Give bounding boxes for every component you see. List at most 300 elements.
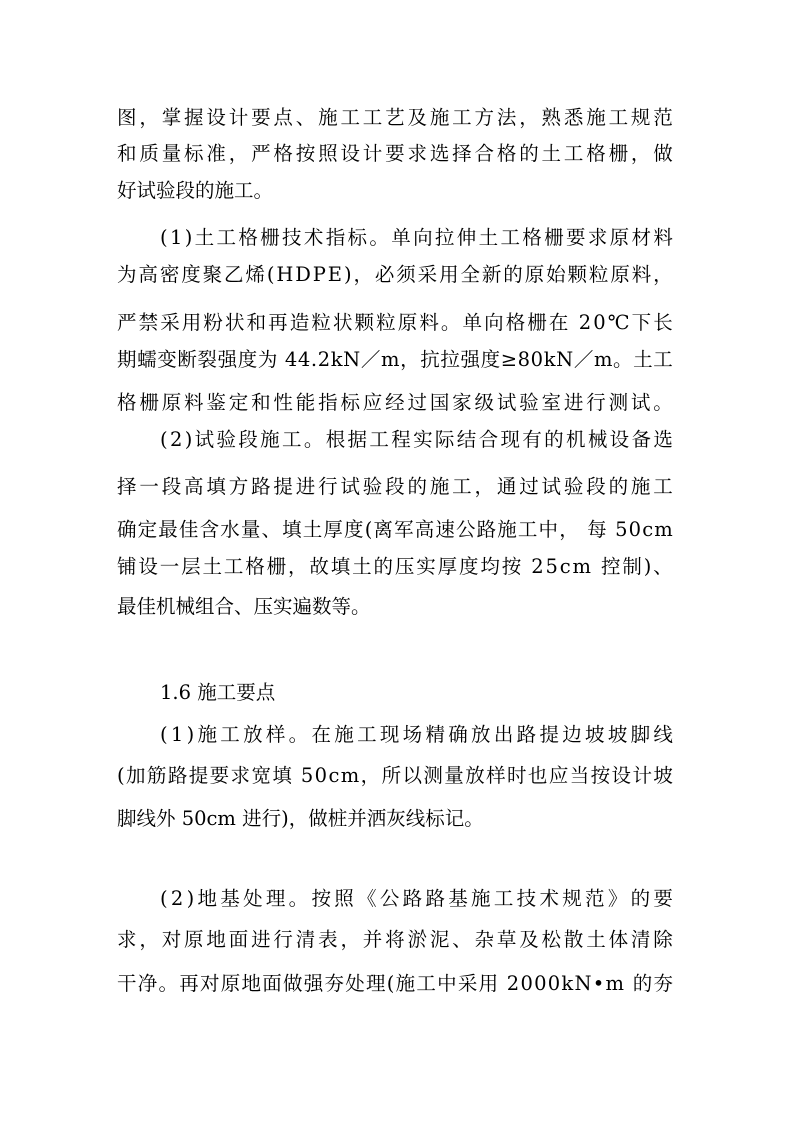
glyph: 原 (397, 311, 418, 334)
glyph: 熟 (541, 106, 562, 129)
glyph: 量 (161, 142, 182, 165)
glyph: 计 (632, 764, 652, 787)
glyph: 原 (609, 226, 630, 249)
glyph: 净 (137, 972, 158, 995)
glyph: 最 (158, 518, 178, 541)
glyph: 求 (587, 226, 608, 249)
glyph: 全 (460, 263, 480, 286)
glyph: H (276, 263, 294, 286)
glyph: 施 (471, 887, 491, 910)
glyph: 按 (295, 142, 316, 165)
glyph: 格 (522, 226, 542, 249)
glyph: c (559, 555, 571, 578)
glyph: 处 (243, 887, 263, 910)
glyph: 过 (519, 475, 539, 498)
glyph: 水 (220, 518, 240, 541)
glyph: 土 (352, 555, 372, 578)
glyph: 工 (282, 428, 302, 451)
glyph: 图 (117, 106, 137, 129)
glyph: 0 (593, 311, 606, 334)
glyph: 路 (516, 723, 537, 746)
glyph: 为 (117, 263, 137, 286)
glyph: 级 (474, 391, 495, 414)
glyph: ， (474, 475, 495, 498)
body-text-line (160, 417, 673, 463)
glyph: 艺 (385, 106, 405, 129)
glyph: 路 (476, 518, 497, 541)
glyph: 设 (206, 106, 226, 129)
body-text-line (117, 464, 673, 510)
glyph: 工 (563, 142, 584, 165)
glyph: 设 (138, 555, 158, 578)
glyph: 线 (653, 723, 673, 746)
body-text-line (117, 961, 673, 1007)
glyph: 规 (562, 887, 582, 910)
glyph: 宽 (251, 764, 271, 787)
glyph: 合 (474, 142, 495, 165)
glyph: 杂 (474, 928, 495, 951)
glyph: 2 (531, 555, 544, 578)
glyph: 提 (273, 475, 293, 498)
body-text-line (117, 337, 673, 383)
glyph: ) (186, 887, 195, 910)
glyph: ( (160, 226, 168, 249)
glyph: 按 (501, 555, 522, 578)
glyph: 工 (223, 555, 244, 578)
glyph: 4 (297, 348, 311, 371)
glyph: 土 (541, 142, 562, 165)
glyph: 夯 (653, 972, 673, 995)
glyph: 栅 (139, 391, 159, 414)
body-text-line: 脚线外 50cm 进行)，做桩并洒灰线标记。 (117, 807, 484, 830)
glyph: 体 (608, 928, 629, 951)
glyph: E (327, 263, 343, 286)
glyph: 地 (241, 972, 262, 995)
glyph: 原 (524, 263, 545, 286)
glyph: 测 (423, 764, 443, 787)
glyph: 故 (309, 555, 329, 578)
glyph: 也 (527, 764, 548, 787)
glyph: 格 (117, 391, 137, 414)
glyph: 严 (251, 142, 271, 165)
glyph: 松 (541, 928, 562, 951)
glyph: 根 (325, 428, 346, 451)
glyph: 高 (414, 518, 435, 541)
glyph (499, 961, 505, 1007)
glyph: 进 (563, 391, 584, 414)
glyph: 公 (455, 518, 476, 541)
glyph: 标 (340, 391, 360, 414)
glyph: 下 (631, 311, 652, 334)
glyph: 采 (457, 972, 478, 995)
glyph: 颗 (567, 263, 588, 286)
glyph: ( (386, 972, 395, 995)
glyph: 工 (357, 723, 377, 746)
glyph: 单 (391, 226, 411, 249)
glyph: 准 (206, 142, 226, 165)
glyph: 选 (653, 428, 673, 451)
glyph: 将 (385, 928, 405, 951)
glyph: 施 (429, 475, 450, 498)
glyph: 佳 (178, 518, 199, 541)
glyph: 、 (653, 555, 673, 578)
glyph: 0 (628, 518, 642, 541)
glyph: 伸 (456, 226, 477, 249)
glyph: 度 (480, 348, 501, 371)
glyph: 再 (179, 972, 199, 995)
glyph: ( (117, 764, 125, 787)
glyph: 行 (273, 928, 293, 951)
glyph: 理 (265, 887, 286, 910)
glyph: 的 (630, 887, 651, 910)
glyph: 工 (369, 428, 389, 451)
glyph: 密 (159, 263, 180, 286)
glyph: 施 (429, 106, 450, 129)
glyph: 5 (545, 555, 558, 578)
glyph: 新 (481, 263, 502, 286)
glyph: ( (364, 518, 373, 541)
glyph: • (592, 972, 605, 995)
glyph: 、 (295, 106, 316, 129)
glyph: 械 (587, 428, 608, 451)
glyph: 期 (117, 348, 137, 371)
glyph: 高 (138, 263, 158, 286)
glyph: 填 (330, 555, 351, 578)
glyph: 机 (565, 428, 586, 451)
glyph: 采 (417, 263, 438, 286)
glyph: ， (228, 142, 249, 165)
glyph: 照 (334, 887, 354, 910)
glyph: 严 (117, 311, 137, 334)
glyph: 每 (587, 518, 607, 541)
glyph: ) (186, 723, 195, 746)
glyph: 通 (496, 475, 517, 498)
glyph: 清 (630, 928, 651, 951)
glyph: 裂 (197, 348, 218, 371)
glyph: 行 (318, 475, 338, 498)
glyph: 脚 (630, 723, 651, 746)
glyph: 规 (630, 106, 651, 129)
glyph: 强 (460, 348, 480, 371)
glyph: c (328, 764, 340, 787)
glyph: 颗 (354, 311, 375, 334)
glyph: 2 (317, 348, 331, 371)
glyph: 家 (452, 391, 472, 414)
glyph: 施 (497, 518, 517, 541)
glyph: 中 (538, 518, 559, 541)
glyph: 2 (170, 887, 184, 910)
glyph: 求 (117, 928, 137, 951)
glyph: 段 (586, 475, 606, 498)
glyph: 填 (206, 475, 226, 498)
glyph: 栅 (527, 311, 547, 334)
glyph: 的 (608, 475, 629, 498)
glyph: 5 (300, 764, 314, 787)
glyph: k (561, 972, 574, 995)
glyph: 栅 (544, 226, 564, 249)
glyph (625, 961, 631, 1007)
glyph: 原 (161, 391, 182, 414)
glyph: 向 (413, 226, 433, 249)
glyph: 标 (184, 142, 204, 165)
glyph: 要 (385, 142, 405, 165)
glyph: 均 (480, 555, 500, 578)
glyph: 干 (117, 972, 137, 995)
glyph: 。 (158, 972, 179, 995)
glyph: 向 (484, 311, 504, 334)
glyph: 坡 (585, 723, 605, 746)
glyph: 据 (347, 428, 368, 451)
glyph: 地 (206, 928, 226, 951)
glyph: 变 (157, 348, 177, 371)
glyph: 粒 (311, 311, 331, 334)
glyph: 场 (402, 723, 423, 746)
glyph: 的 (373, 555, 394, 578)
glyph: 填 (272, 764, 292, 787)
glyph: 施 (334, 723, 354, 746)
glyph: 术 (303, 226, 324, 249)
glyph: 1 (170, 723, 184, 746)
glyph: 度 (459, 555, 479, 578)
glyph: 制 (622, 555, 642, 578)
glyph: 0 (314, 764, 328, 787)
glyph: 禁 (138, 311, 159, 334)
glyph: 格 (238, 226, 258, 249)
glyph: 须 (396, 263, 416, 286)
glyph: 范 (585, 887, 605, 910)
glyph: 进 (295, 475, 316, 498)
glyph: ， (139, 928, 159, 951)
glyph: 验 (519, 391, 539, 414)
glyph: ， (630, 142, 651, 165)
glyph: ， (400, 348, 420, 371)
glyph: 法 (496, 106, 517, 129)
glyph: 范 (653, 106, 673, 129)
glyph: 公 (379, 887, 400, 910)
glyph: 放 (471, 723, 491, 746)
glyph: 段 (385, 475, 405, 498)
glyph: 实 (413, 428, 433, 451)
glyph: 泥 (429, 928, 450, 951)
glyph: 有 (522, 428, 542, 451)
glyph: m (654, 518, 673, 541)
glyph: 采 (160, 311, 180, 334)
glyph: 一 (159, 555, 180, 578)
glyph: 段 (238, 428, 258, 451)
glyph: 格 (505, 311, 526, 334)
glyph: 计 (228, 106, 249, 129)
glyph: 施 (197, 723, 217, 746)
glyph: 施 (260, 428, 280, 451)
glyph: 格 (496, 142, 517, 165)
glyph: 技 (282, 226, 302, 249)
glyph: 设 (340, 142, 360, 165)
glyph: 路 (425, 887, 445, 910)
glyph: 试 (340, 475, 360, 498)
glyph: 时 (507, 764, 527, 787)
glyph: 工 (608, 106, 629, 129)
glyph: 边 (562, 723, 582, 746)
glyph: ( (160, 887, 168, 910)
glyph: 提 (188, 764, 209, 787)
glyph: 结 (456, 428, 477, 451)
glyph: 要 (565, 226, 586, 249)
glyph: 放 (465, 764, 485, 787)
glyph: 段 (161, 475, 182, 498)
glyph: 再 (268, 311, 288, 334)
glyph: N (574, 972, 592, 995)
glyph: 0 (530, 348, 544, 371)
glyph: 。 (440, 311, 461, 334)
glyph: 的 (407, 475, 427, 498)
glyph: 应 (548, 764, 569, 787)
glyph: 量 (444, 764, 464, 787)
glyph: 栅 (266, 555, 287, 578)
glyph: 填 (282, 518, 302, 541)
glyph: 粒 (376, 311, 396, 334)
glyph: 以 (402, 764, 422, 787)
glyph: ( (266, 263, 275, 286)
glyph: 烯 (245, 263, 265, 286)
glyph: 所 (381, 764, 402, 787)
glyph: 工 (653, 348, 673, 371)
glyph: 验 (216, 428, 236, 451)
glyph: ， (559, 518, 579, 541)
glyph: 对 (161, 928, 182, 951)
glyph: N (556, 348, 574, 371)
glyph: 设 (609, 428, 630, 451)
glyph: 状 (224, 311, 245, 334)
glyph: ， (519, 106, 539, 129)
glyph: c (642, 518, 654, 541)
glyph (278, 337, 284, 383)
glyph: 格 (273, 142, 293, 165)
glyph: 状 (332, 311, 353, 334)
glyph: 含 (199, 518, 220, 541)
glyph: 指 (325, 226, 346, 249)
glyph: 标 (347, 226, 368, 249)
glyph: 料 (184, 391, 204, 414)
glyph: 国 (429, 391, 450, 414)
glyph: ， (353, 263, 373, 286)
glyph: 聚 (202, 263, 223, 286)
glyph: 路 (402, 887, 423, 910)
glyph: 施 (630, 475, 651, 498)
glyph: 试 (630, 391, 651, 414)
glyph: 坡 (607, 723, 628, 746)
glyph (293, 753, 299, 799)
glyph: 路 (251, 475, 271, 498)
glyph: 对 (200, 972, 220, 995)
glyph: 蠕 (137, 348, 157, 371)
glyph: 理 (366, 972, 386, 995)
glyph: ( (160, 428, 168, 451)
glyph: 选 (429, 142, 450, 165)
glyph: 。 (369, 226, 389, 249)
glyph: 造 (289, 311, 310, 334)
glyph: P (312, 263, 326, 286)
glyph: 地 (197, 887, 217, 910)
glyph: 精 (425, 723, 445, 746)
glyph: ≥ (500, 348, 518, 371)
glyph: 计 (362, 142, 383, 165)
glyph: 表 (318, 928, 338, 951)
glyph: 确 (117, 518, 137, 541)
glyph: 乙 (224, 263, 244, 286)
glyph: 原 (610, 263, 630, 286)
glyph: 室 (541, 391, 562, 414)
glyph: 0 (534, 972, 547, 995)
glyph: 指 (318, 391, 338, 414)
glyph: N (343, 348, 361, 371)
glyph: 。 (613, 348, 633, 371)
glyph: 草 (496, 928, 517, 951)
glyph: 4 (284, 348, 298, 371)
body-text-line (117, 252, 673, 298)
glyph: 和 (251, 391, 271, 414)
glyph: ／ (573, 348, 594, 371)
glyph: 度 (344, 518, 364, 541)
glyph: 试 (496, 391, 517, 414)
glyph: ， (340, 928, 360, 951)
glyph: ) (184, 226, 193, 249)
glyph: 施 (318, 106, 338, 129)
glyph: 提 (539, 723, 559, 746)
glyph: ) (343, 263, 352, 286)
glyph: 离 (373, 518, 393, 541)
glyph: 格 (245, 555, 265, 578)
glyph: ) (184, 428, 193, 451)
glyph: 在 (548, 311, 569, 334)
glyph: 放 (243, 723, 263, 746)
glyph: 单 (462, 311, 483, 334)
glyph: 实 (416, 555, 436, 578)
section-heading: 1.6 施工要点 (160, 681, 276, 704)
glyph: 清 (295, 928, 316, 951)
glyph: 现 (500, 428, 520, 451)
glyph: 验 (563, 475, 584, 498)
glyph: 。 (288, 723, 309, 746)
glyph: 料 (653, 226, 673, 249)
glyph: 土 (478, 226, 499, 249)
glyph: 测 (608, 391, 629, 414)
glyph: ／ (360, 348, 381, 371)
glyph: 0 (547, 972, 561, 995)
glyph: 用 (439, 263, 459, 286)
glyph: 土 (302, 518, 323, 541)
glyph: ℃ (607, 311, 630, 334)
glyph: 悉 (563, 106, 584, 129)
glyph: 求 (407, 142, 427, 165)
glyph: 散 (563, 928, 584, 951)
glyph: 样 (265, 723, 286, 746)
glyph: 工 (493, 887, 514, 910)
glyph: 为 (257, 348, 278, 371)
glyph: 工 (500, 226, 520, 249)
glyph: 要 (653, 887, 673, 910)
body-text-line (160, 876, 673, 922)
glyph: 粒 (588, 263, 609, 286)
glyph: 厚 (323, 518, 343, 541)
glyph: 坡 (653, 764, 673, 787)
glyph: 并 (362, 928, 383, 951)
glyph: 在 (311, 723, 331, 746)
glyph: 中 (437, 972, 457, 995)
glyph: 求 (230, 764, 251, 787)
glyph: 工 (362, 106, 383, 129)
glyph: 料 (631, 263, 652, 286)
glyph: 施 (586, 106, 606, 129)
